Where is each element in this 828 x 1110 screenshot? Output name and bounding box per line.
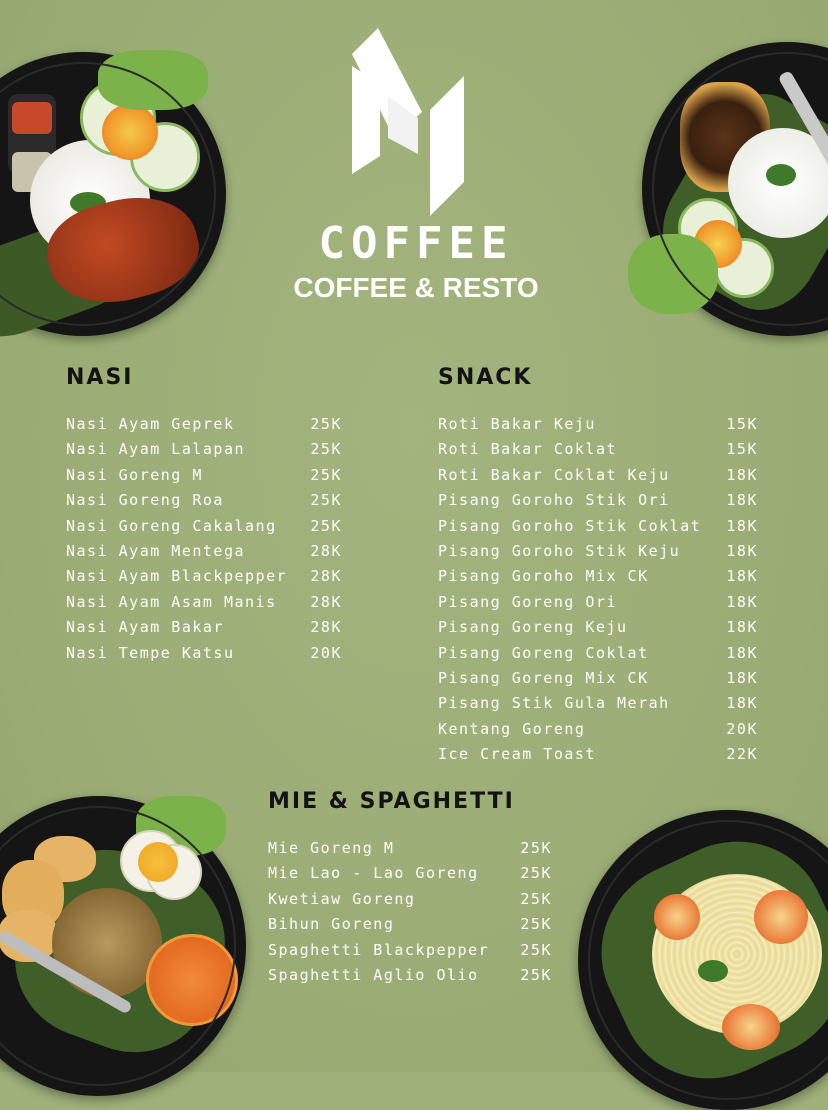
menu-item xyxy=(438,615,758,640)
brand-logo xyxy=(276,26,556,306)
menu-item xyxy=(438,564,758,589)
menu-item xyxy=(66,564,342,589)
item-price: 18K xyxy=(726,567,758,586)
item-price: 15K xyxy=(726,440,758,459)
menu-item xyxy=(438,691,758,716)
item-name: Roti Bakar Coklat xyxy=(438,440,618,459)
item-price: 18K xyxy=(726,618,758,637)
section-snack xyxy=(438,364,758,767)
menu-item xyxy=(268,912,552,937)
item-price: 25K xyxy=(520,915,552,934)
item-price: 18K xyxy=(726,592,758,611)
item-name: Nasi Goreng M xyxy=(66,465,203,484)
item-name: Nasi Ayam Mentega xyxy=(66,541,246,560)
item-name: Pisang Goreng Mix CK xyxy=(438,668,649,687)
menu-item xyxy=(268,836,552,861)
item-price: 25K xyxy=(310,440,342,459)
item-price: 18K xyxy=(726,668,758,687)
item-price: 18K xyxy=(726,491,758,510)
item-price: 25K xyxy=(520,839,552,857)
item-price: 18K xyxy=(726,541,758,560)
item-name: Mie Goreng M xyxy=(268,839,395,857)
brand-mark-icon xyxy=(348,26,484,218)
item-name: Nasi Tempe Katsu xyxy=(66,643,235,662)
item-price: 25K xyxy=(520,864,552,883)
item-name: Pisang Goroho Mix CK xyxy=(438,567,649,586)
menu-item xyxy=(268,963,552,988)
item-price: 25K xyxy=(520,940,552,959)
item-price: 18K xyxy=(726,643,758,662)
menu-item xyxy=(438,742,758,767)
item-name: Kwetiaw Goreng xyxy=(268,889,416,908)
item-name: Spaghetti Blackpepper xyxy=(268,940,490,959)
item-name: Pisang Goroho Stik Ori xyxy=(438,491,670,510)
item-name: Nasi Goreng Cakalang xyxy=(66,516,277,535)
item-name: Nasi Goreng Roa xyxy=(66,491,224,510)
brand-name: COFFEE & RESTO xyxy=(293,272,539,303)
menu-item xyxy=(438,539,758,564)
item-price: 15K xyxy=(726,415,758,433)
item-name: Nasi Ayam Bakar xyxy=(66,618,224,637)
section-nasi xyxy=(66,364,342,666)
item-name: Nasi Ayam Blackpepper xyxy=(66,567,288,586)
item-name: Pisang Goreng Ori xyxy=(438,592,618,611)
nasi-goreng-plate-photo xyxy=(0,796,246,1096)
menu-item xyxy=(66,463,342,488)
menu-item xyxy=(438,488,758,513)
item-price: 25K xyxy=(310,516,342,535)
item-price: 18K xyxy=(726,465,758,484)
item-name: Nasi Ayam Lalapan xyxy=(66,440,246,459)
item-price: 28K xyxy=(310,618,342,637)
section-title: NASI xyxy=(66,365,134,390)
menu-item xyxy=(66,412,342,437)
item-price: 25K xyxy=(310,415,342,433)
item-price: 25K xyxy=(310,465,342,484)
brand-wordmark: COFFEE xyxy=(318,218,514,269)
item-name: Roti Bakar Coklat Keju xyxy=(438,465,670,484)
menu-item xyxy=(438,717,758,742)
menu-item xyxy=(438,437,758,462)
menu-item xyxy=(438,590,758,615)
item-price: 25K xyxy=(310,491,342,510)
item-name: Pisang Stik Gula Merah xyxy=(438,694,670,713)
menu-item xyxy=(438,514,758,539)
section-title: MIE & SPAGHETTI xyxy=(268,789,515,814)
item-price: 18K xyxy=(726,694,758,713)
menu-item xyxy=(268,938,552,963)
item-name: Bihun Goreng xyxy=(268,915,395,934)
item-name: Kentang Goreng xyxy=(438,719,586,738)
item-name: Pisang Goroho Stik Keju xyxy=(438,541,681,560)
item-name: Pisang Goreng Coklat xyxy=(438,643,649,662)
menu-item xyxy=(66,641,342,666)
menu-item xyxy=(66,539,342,564)
item-price: 28K xyxy=(310,541,342,560)
item-price: 28K xyxy=(310,592,342,611)
section-mie-spaghetti xyxy=(268,788,552,988)
item-price: 25K xyxy=(520,965,552,984)
item-name: Spaghetti Aglio Olio xyxy=(268,965,479,984)
menu-item xyxy=(268,861,552,886)
item-name: Nasi Ayam Asam Manis xyxy=(66,592,277,611)
item-price: 22K xyxy=(726,745,758,764)
ayam-geprek-plate-photo xyxy=(0,52,226,336)
item-price: 28K xyxy=(310,567,342,586)
menu-item xyxy=(66,488,342,513)
fried-chicken-rice-plate-photo xyxy=(642,42,828,336)
item-price: 20K xyxy=(310,643,342,662)
item-price: 18K xyxy=(726,516,758,535)
item-name: Ice Cream Toast xyxy=(438,745,596,764)
menu-item xyxy=(438,463,758,488)
item-name: Mie Lao - Lao Goreng xyxy=(268,864,479,883)
menu-item xyxy=(268,887,552,912)
item-name: Pisang Goroho Stik Coklat xyxy=(438,516,702,535)
section-title: SNACK xyxy=(438,365,533,390)
item-name: Roti Bakar Keju xyxy=(438,415,596,433)
item-price: 25K xyxy=(520,889,552,908)
menu-item xyxy=(438,666,758,691)
menu-item xyxy=(66,514,342,539)
menu-item xyxy=(66,615,342,640)
menu-item xyxy=(66,590,342,615)
menu-item xyxy=(438,412,758,437)
item-name: Nasi Ayam Geprek xyxy=(66,415,235,433)
item-price: 20K xyxy=(726,719,758,738)
item-name: Pisang Goreng Keju xyxy=(438,618,628,637)
spaghetti-plate-photo xyxy=(578,810,828,1110)
menu-item xyxy=(438,641,758,666)
menu-item xyxy=(66,437,342,462)
